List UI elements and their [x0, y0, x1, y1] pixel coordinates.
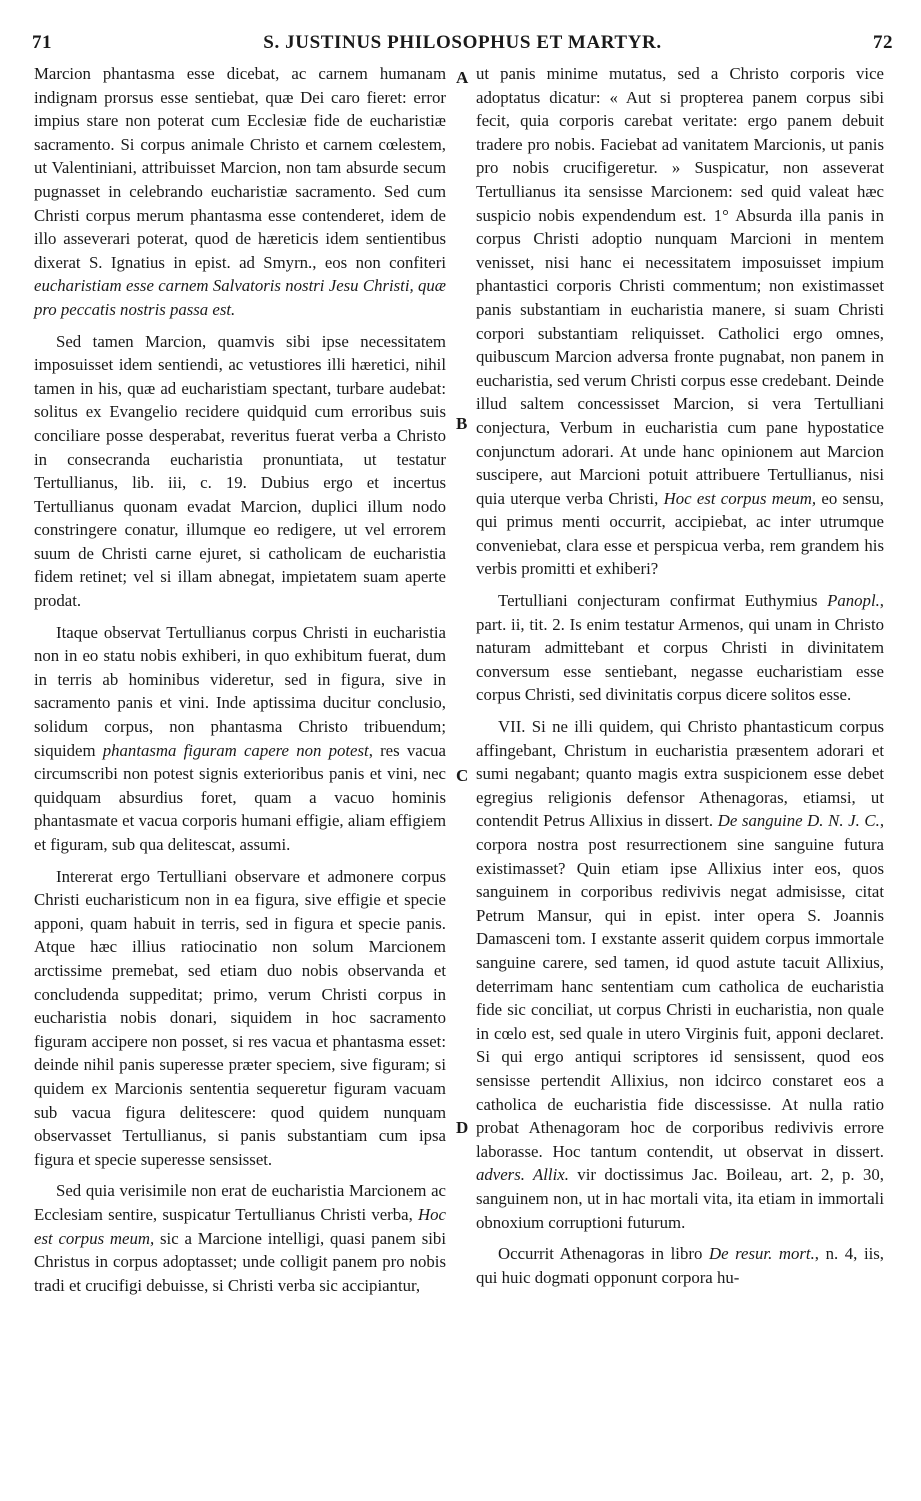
- paragraph: Marcion phantasma esse dicebat, ac carnem humanam indignam prorsus esse sentiebat, quæ Dei caro fieret: error impius stare non poterat cum Ecclesiæ fide de eucharistiæ sacramento. Si corpus animale Christo et carnem cœlestem, ut Valentiniani, attribuisset Marcion, non tam absurde secum pugnasset in celebrando eucharistiæ sacramento. Sed cum Christi corpus merum phantasma esse contenderet, idem de illo asseverari poterat, quod de hæreticis idem sentientibus dixerat S. Ignatius in epist. ad Smyrn., eos non confiteri eucharistiam esse carnem Salvatoris nostri Jesu Christi, quæ pro peccatis nostris passa est.: [34, 64, 446, 319]
- paragraph: VII. Si ne illi quidem, qui Christo phantasticum corpus affingebant, Christum in eucharistia præsentem adorari et sumi negabant; quanto magis extra suspicionem esse debet egregius religionis defensor Athenagoras, etiamsi, ut contendit Petrus Allixius in dissert. De sanguine D. N. J. C., corpora nostra post resurrectionem sine sanguine futura existimasset? Quin etiam ipse Allixius inter eos, quos sanguinem in corporibus redivivis negat admisisse, citat Petrum Mansur, qui in epist. inter opera S. Joannis Damasceni tom. I exstante asserit quidem corpus immortale sanguine carere, sed tamen, id quod astute tacuit Allixius, deterrimam hanc sententiam cum catholica de eucharistia fide sic conciliat, ut corpus Christi in eucharistia, non quale in cœlo est, sed quale in utero Virginis fuit, apponi declaret. Si qui ergo antiqui scriptores id sensissent, quod eos sensisse pertendit Allixius, non idcirco constaret eos a catholica de eucharistia fide discessisse. At nulla ratio probat Athenagoram hoc de corporibus redivivis errore laborasse. Hoc tantum contendit, ut observat in dissert. advers. Allix. vir doctissimus Jac. Boileau, art. 2, p. 30, sanguinem non, ut in hac mortali vita, ita etiam in immortali obnoxium corruptioni futurum.: [476, 717, 885, 1232]
- paragraph: Sed quia verisimile non erat de eucharistia Marcionem ac Ecclesiam sentire, suspicatur Tertullianus Christi verba, Hoc est corpus meum, sic a Marcione intelligi, quasi panem sibi Christus in corpus adoptasset; unde colligit panem pro nobis tradi et crucifigi debuisse, si Christi verba sic accipiantur,: [34, 1181, 446, 1295]
- left-column: [34, 62, 446, 1297]
- paragraph: Sed tamen Marcion, quamvis sibi ipse necessitatem imposuisset idem sentiendi, ac vetustiores illi hæretici, nihil tamen in his, quæ ad eucharistiam spectant, turbare audebat: solitus ex Evangelio recidere quidquid cum erroribus suis conciliare posse desperabat, reveritus fuerat verba a Christo in consecranda eucharistia pronuntiata, ut testatur Tertullianus, lib. iii, c. 19. Dubius ergo et incertus Tertullianus quonam evadat Marcion, duplici illum nodo constringere conatur, illumque eo redigere, ut vel errorem suum de Christi carne ejuret, si catholicam de eucharistia fidem retinet; vel si illam abnegat, impietatem suam aperte prodat.: [34, 331, 446, 611]
- running-title: S. JUSTINUS PHILOSOPHUS ET MARTYR.: [263, 32, 662, 53]
- margin-marker-b: B: [456, 414, 468, 433]
- paragraph: Intererat ergo Tertulliani observare et admonere corpus Christi eucharisticum non in ea figura, sive effigie et specie apponi, quam habuit in terris, sed in figura et specie panis. Atque hæc illius ratiocinatio non solum Marcionem arctissime premebat, sed etiam duo nobis observanda et concludenda suppeditat; primo, verum Christi corpus in eucharistia nobis donari, siquidem in hoc sacramento figuram accipere non posset, si res vacua et phantasma esset: deinde nihil panis superesse præter speciem, sive figuram; si quidem ex Marcionis sententia sequeretur figuram vacuam sub vacua figura delitescere: quod quidem nunquam observasset Tertullianus, si panis substantiam cum ipsa figura et specie superesse sensisset.: [34, 866, 446, 1169]
- paragraph: Tertulliani conjecturam confirmat Euthymius Panopl., part. ii, tit. 2. Is enim testatur Armenos, qui unam in Christo naturam admittebant et corpus Christi in divinitatem conversum esse sentiebant, negasse eucharistiam esse corpus Christi, sed divinitatis corpus dicere solitos esse.: [476, 591, 884, 705]
- page-number-left: 71: [32, 32, 52, 53]
- page-header: [32, 32, 893, 56]
- margin-marker-c: C: [456, 766, 469, 785]
- margin-marker-d: D: [456, 1118, 469, 1137]
- paragraph: Itaque observat Tertullianus corpus Christi in eucharistia non in eo statu nobis exhiberi, in quo exhibitum fuerat, dum in terris ab hominibus videretur, sed in figura, sive in sacramento panis et vini. Inde aptissima ducitur conclusio, solidum corpus, non phantasma Christo tribuendum; siquidem phantasma figuram capere non potest, res vacua circumscribi non potest signis exterioribus panis et vini, nec quidquam absurdius foret, quam a vacuo hominis phantasmate et vacua corporis humani effigie, aliam effigiem et figuram, sub qua delitescat, assumi.: [34, 622, 446, 854]
- margin-marker-a: A: [456, 68, 469, 87]
- right-column: [476, 62, 884, 1289]
- page-number-right: 72: [873, 32, 893, 53]
- paragraph: ut panis minime mutatus, sed a Christo corporis vice adoptatus dicatur: « Aut si propterea panem corpus sibi fecit, quia corporis carebat veritate: ergo panem debuit tradere pro nobis. Faciebat ad vanitatem Marcionis, ut panis pro nobis crucifigeretur. » Suspicatur, non asseverat Tertullianus ita sensisse Marcionem: sed quid valeat hæc suspicio nobis expendendum est. 1° Absurda illa panis in corpus Christi adoptio nunquam Marcioni in mentem venisset, nisi hanc ei necessitatem imposuisset impium phantastici corporis Christi commentum; non existimasset panis substantiam in eucharistia manere, si suam Christi corpori substantiam reliquisset. Catholici ergo omnes, quibuscum Marcion adversa fronte pugnabat, non panem in eucharistia, sed verum Christi corpus esse credebant. Deinde illud saltem concessisset Marcion, si vera Tertulliani conjectura, Verbum in eucharistia cum pane hypostatice conjunctum adorari. At unde hanc opinionem aut Marcion suscipere, aut Marcioni potuit attribuere Tertullianus, nisi quia uterque verba Christi, Hoc est corpus meum, eo sensu, qui primus menti occurrit, accipiebat, ac inter utrumque conveniebat, clara esse et perspicua verba, rem grandem his verbis promitti et exhiberi?: [476, 64, 884, 579]
- paragraph: Occurrit Athenagoras in libro De resur. mort., n. 4, iis, qui huic dogmati opponunt corpora hu-: [476, 1244, 884, 1287]
